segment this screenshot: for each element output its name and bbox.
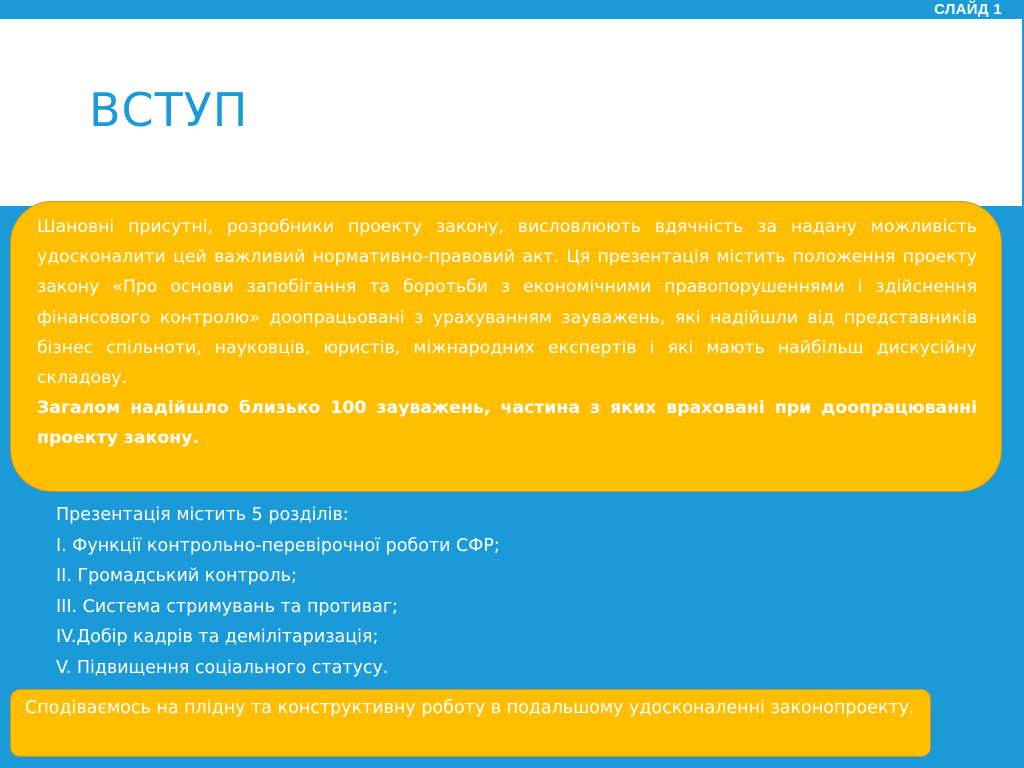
intro-paragraph: Шановні присутні, розробники проекту закону, висловлюють вдячність за надану можливість удосконалити цей важливий нормативно-правовий акт. Ця презентація містить положення проекту закону «Про основи запобігання та боротьби з економічними правопорушеннями і здійснення фінансового контролю» доопрацьовані з урахуванням зауважень, які надійшли від представників бізнес спільноти, науковців, юристів, міжнародних експертів і які мають найбільш дискусійну складову.: [37, 217, 977, 389]
slide-number: СЛАЙД 1: [934, 1, 1002, 18]
section-item: IV.Добір кадрів та демілітаризація;: [56, 627, 379, 647]
closing-text: Сподіваємось на плідну та конструктивну роботу в подальшому удосконаленні законопроекту.: [25, 698, 915, 718]
slide-title: ВСТУП: [89, 83, 249, 137]
section-item: V. Підвищення соціального статусу.: [56, 657, 389, 678]
intro-bold-paragraph: Загалом надійшло близько 100 зауважень, частина з яких враховані при доопрацюванні проекту закону.: [37, 398, 977, 449]
closing-box: [10, 689, 931, 757]
title-area: [0, 19, 1022, 206]
section-item: III. Система стримувань та противаг;: [56, 596, 398, 617]
top-bar: [0, 0, 1024, 19]
section-item: I. Функції контрольно-перевірочної роботи СФР;: [56, 535, 500, 556]
sections-heading: Презентація містить 5 розділів:: [56, 505, 349, 525]
section-item: II. Громадський контроль;: [56, 566, 297, 586]
intro-box: [10, 201, 1002, 492]
sections-list: [56, 500, 500, 683]
